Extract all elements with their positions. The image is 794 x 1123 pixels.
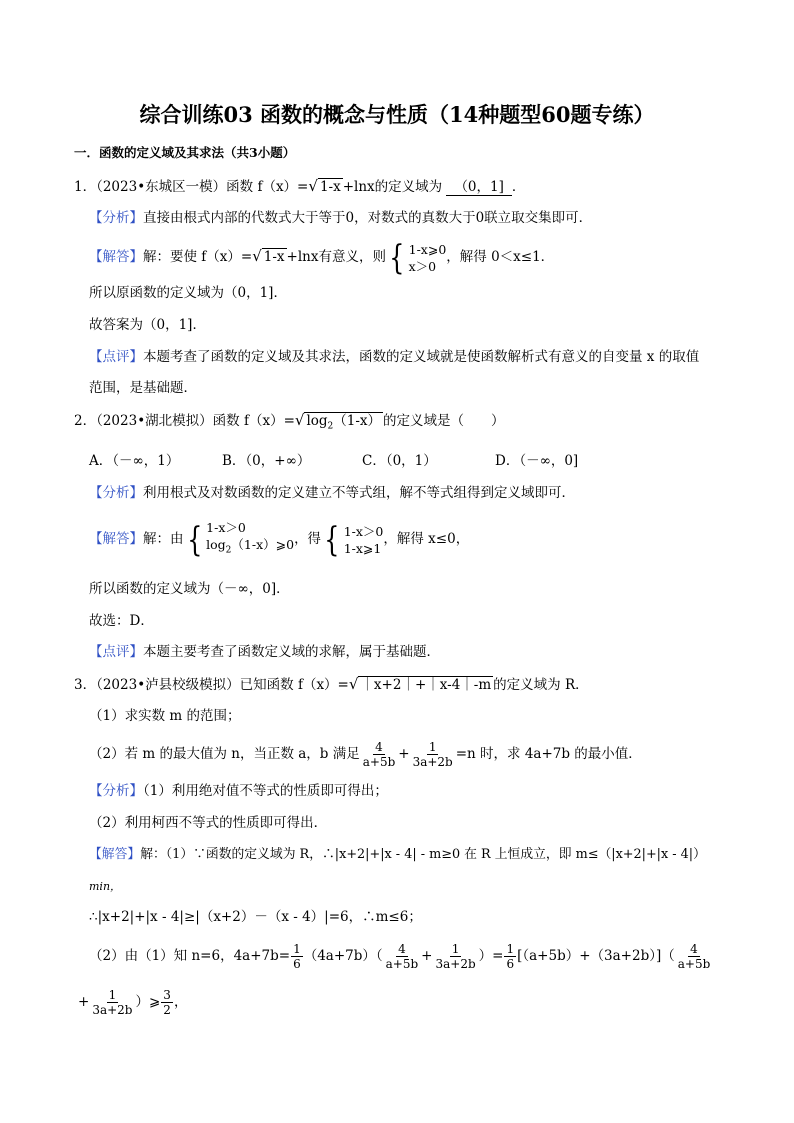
fraction-numerator: 1 (506, 942, 515, 956)
q2-log: log (306, 413, 328, 429)
q1-solution-text-b: +lnx有意义，则 (286, 249, 386, 265)
plus-sign: + (78, 994, 90, 1010)
q2-solution-text-c: ，解得 x≤0， (383, 531, 470, 547)
q1-stem-end: ． (511, 179, 526, 195)
fraction-denominator: a+5b (362, 755, 396, 769)
q3-solution-line3: ∴|x+2|+|x - 4|≥|（x+2）－（x - 4）|=6，∴m≤6； (89, 909, 422, 925)
q2-system-line: 1-x＞0 (343, 523, 384, 539)
sqrt-icon: √ (308, 177, 318, 195)
fraction-numerator: 4 (375, 740, 383, 754)
fraction-numerator: 1 (293, 942, 301, 956)
q2-solution-text: 解：由 (143, 531, 184, 547)
q2-system-line (206, 536, 294, 560)
q3-radicand: ｜x+2｜+｜x-4｜-m (360, 677, 492, 693)
q1-stem (74, 177, 525, 196)
q1-stem-text-b: +lnx的定义域为 (342, 179, 443, 195)
q1-solution-text-c: ，解得 0＜x≤1． (446, 249, 555, 265)
q3-stem-text: 3．（2023•泸县校级模拟）已知函数 f（x）= (74, 677, 349, 693)
sqrt-icon: √ (294, 411, 305, 429)
q2-stem (74, 411, 505, 436)
page-title: 综合训练03 函数的概念与性质（14种题型60题专练） (139, 102, 655, 127)
q3-part1: （1）求实数 m 的范围； (89, 708, 241, 724)
q3-solution-text: ， (173, 994, 188, 1010)
fraction-numerator: 1 (108, 988, 117, 1002)
q2-comment (89, 643, 440, 661)
q3-analysis-cont: （2）利用柯西不等式的性质即可得出． (89, 815, 328, 831)
fraction-denominator: 3a+2b (92, 1003, 133, 1017)
q1-analysis-text: 直接由根式内部的代数式大于等于0，对数式的真数大于0联立取交集即可． (143, 210, 593, 226)
q1-system-line: x＞0 (408, 258, 437, 274)
q3-stem (74, 675, 589, 694)
q1-line3: 故答案为（0，1]． (89, 317, 206, 333)
q3-part2 (89, 734, 642, 774)
q1-comment (89, 348, 699, 366)
q2-radicand (304, 412, 383, 432)
q3-solution (89, 846, 706, 864)
fraction-denominator: a+5b (677, 957, 711, 971)
analysis-tag: 【分析】 (89, 210, 143, 226)
q3-solution-text: （4a+7b）（ (303, 948, 383, 964)
q3-solution-text: ）= (478, 948, 504, 964)
fraction-numerator: 3 (163, 988, 171, 1002)
fraction-numerator: 4 (690, 942, 698, 956)
q2-log-base: 2 (327, 421, 334, 432)
q3-part2-text: （2）若 m 的最大值为 n，当正数 a，b 满足 (89, 746, 360, 762)
q3-fraction (676, 942, 713, 971)
fraction-denominator: 6 (506, 957, 515, 971)
solution-tag: 【解答】 (89, 249, 143, 265)
q3-fraction (90, 988, 134, 1017)
fraction-numerator: 1 (451, 942, 460, 956)
q3-stem-text-b: 的定义域为 R． (493, 677, 589, 693)
q3-fraction (161, 988, 173, 1017)
q2-comment-text: 本题主要考查了函数定义域的求解，属于基础题． (143, 644, 440, 660)
q2-system-line: 1-x⩾1 (343, 540, 382, 556)
q1-system-line: 1-x⩾0 (408, 241, 447, 257)
q3-solution-text: （2）由（1）知 n=6，4a+7b= (89, 948, 291, 964)
comment-tag: 【点评】 (89, 349, 143, 365)
plus-sign: + (398, 746, 410, 762)
fraction-numerator: 1 (428, 740, 437, 754)
q1-inequality-system (386, 237, 447, 278)
brace-icon: { (389, 237, 405, 278)
q2-system-log-base: 2 (225, 545, 232, 556)
q3-solution-min: min， (89, 880, 122, 893)
q2-system-line: 1-x＞0 (206, 520, 246, 536)
q3-fraction (361, 740, 398, 769)
q3-solution-text: 解：（1）∵函数的定义域为 R，∴|x+2|+|x - 4| - m≥0 在 R 上恒成立，即 m≤（|x+2|+|x - 4|） (140, 847, 706, 862)
q3-fraction (384, 942, 421, 971)
q2-option-c: C．（0，1） (362, 453, 437, 469)
analysis-tag: 【分析】 (89, 485, 143, 501)
q2-analysis (89, 484, 575, 502)
q3-solution-text: ）⩾ (135, 994, 161, 1010)
analysis-tag: 【分析】 (89, 783, 143, 799)
q1-comment-cont: 范围，是基础题． (89, 380, 197, 396)
q2-option-a: A．（－∞，1） (89, 453, 180, 469)
fraction-denominator: 6 (293, 957, 301, 971)
q1-solution-text: 解：要使 f（x）= (143, 249, 253, 265)
q2-system-log: log (206, 537, 226, 553)
comment-tag: 【点评】 (89, 644, 143, 660)
q3-solution-line4 (89, 936, 713, 976)
q1-line2: 所以原函数的定义域为（0，1]． (89, 285, 287, 301)
q1-analysis (89, 209, 592, 227)
q1-solution (89, 236, 554, 277)
q1-comment-text: 本题考查了函数的定义域及其求法，函数的定义域就是使函数解析式有意义的自变量 x 的取值 (143, 349, 700, 365)
q2-stem-text: 2．（2023•湖北模拟）函数 (74, 413, 240, 429)
q3-solution-line5 (78, 982, 187, 1022)
q3-fraction (433, 942, 477, 971)
fraction-denominator: a+5b (385, 957, 419, 971)
brace-icon: { (186, 519, 202, 560)
brace-icon: { (324, 519, 340, 560)
q2-option-b: B．（0，+∞） (222, 453, 311, 469)
q2-log-arg: （1-x） (333, 413, 382, 429)
solution-tag: 【解答】 (89, 847, 141, 862)
q3-solution-text: [（a+5b）+（3a+2b）]（ (517, 948, 675, 964)
solution-tag: 【解答】 (89, 531, 143, 547)
fraction-denominator: 3a+2b (435, 957, 476, 971)
q2-function: f（x）= (243, 413, 295, 429)
q1-radicand: 1-x (319, 179, 341, 195)
fraction-denominator: 2 (163, 1003, 171, 1017)
q2-system-log-rest: （1-x）⩾0 (231, 537, 295, 553)
q1-answer: （0，1] (446, 179, 511, 196)
q2-inequality-system-1 (184, 519, 295, 560)
q2-line2: 所以函数的定义域为（－∞，0]． (89, 581, 290, 597)
fraction-numerator: 4 (398, 942, 406, 956)
q3-analysis-text: （1）利用绝对值不等式的性质即可得出； (143, 783, 388, 799)
q2-analysis-text: 利用根式及对数函数的定义建立不等式组，解不等式组得到定义域即可． (143, 485, 575, 501)
q1-stem-text: 1．（2023•东城区一模）函数 f（x）= (74, 179, 309, 195)
q2-solution-text-b: ，得 (294, 531, 322, 547)
q3-analysis (89, 782, 388, 800)
q2-inequality-system-2 (321, 519, 384, 560)
section-heading: 一．函数的定义域及其求法（共3小题） (74, 145, 296, 160)
q2-stem-text-b: 的定义域是（ ） (383, 413, 505, 429)
sqrt-icon: √ (348, 675, 359, 693)
q2-solution (89, 518, 469, 560)
q3-fraction (291, 942, 303, 971)
q3-fraction (504, 942, 516, 971)
q1-solution-radicand: 1-x (263, 249, 285, 265)
plus-sign: + (421, 948, 433, 964)
q3-part2-text-b: =n 时，求 4a+7b 的最小值． (455, 746, 642, 762)
fraction-denominator: 3a+2b (412, 755, 453, 769)
q3-fraction (411, 740, 455, 769)
q2-option-d: D．（－∞，0] (495, 453, 579, 469)
sqrt-icon: √ (252, 247, 262, 265)
q2-line3: 故选：D． (89, 613, 154, 629)
